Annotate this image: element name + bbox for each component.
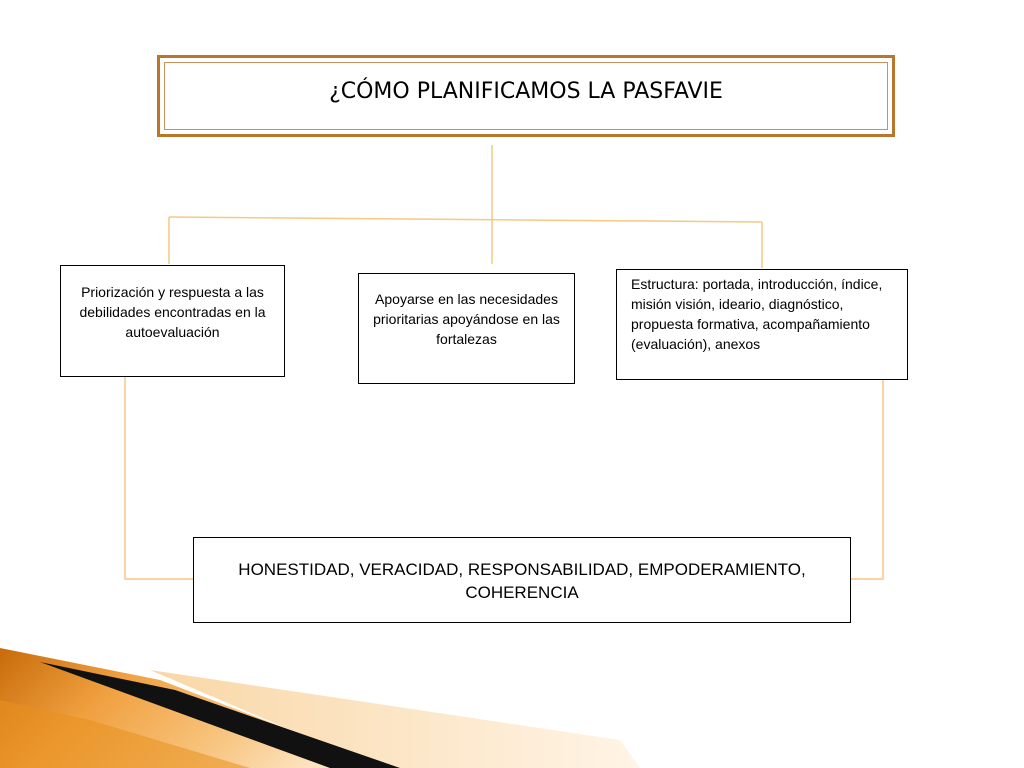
diagram-title: ¿CÓMO PLANIFICAMOS LA PASFAVIE [329,78,723,104]
box-prioritization-text: Priorización y respuesta a las debilidades encontradas en la autoevaluación [79,284,266,340]
box-values-text: HONESTIDAD, VERACIDAD, RESPONSABILIDAD, EMPODERAMIENTO, COHERENCIA [238,560,806,602]
box-structure-text: Estructura: portada, introducción, índice, misión visión, ideario, diagnóstico, propuesta formativa, acompañamiento (evaluación), anexos [631,276,883,352]
box-needs-text: Apoyarse en las necesidades prioritarias apoyándose en las fortalezas [373,291,560,347]
